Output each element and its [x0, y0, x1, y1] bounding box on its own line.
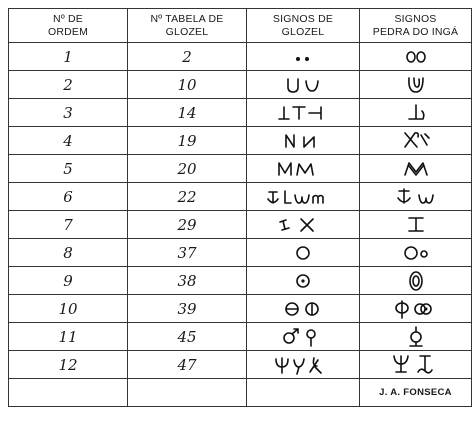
zigzag-m-sign: [396, 158, 436, 180]
concentric-oval-sign: [396, 269, 436, 293]
crossed-figure-sign: [391, 129, 441, 153]
table-row: [9, 295, 472, 323]
inga-sign-cell: [360, 99, 472, 127]
ring-on-stand-sign: [396, 325, 436, 349]
ordem-cell: 5: [9, 155, 128, 183]
tabela-cell: 45: [128, 323, 247, 351]
inga-sign-cell: [360, 295, 472, 323]
tee-signs: [273, 103, 333, 123]
tabela-cell: 20: [128, 155, 247, 183]
footer-row: [9, 379, 472, 407]
glozel-sign-cell: [247, 155, 360, 183]
tabela-cell: 22: [128, 183, 247, 211]
inga-sign-cell: [360, 267, 472, 295]
ordem-cell: 1: [9, 43, 128, 71]
glozel-sign-cell: [247, 295, 360, 323]
i-beam-sign: [396, 214, 436, 236]
header-signos-inga: SIGNOS PEDRA DO INGÁ: [360, 9, 472, 43]
empty-cell: [128, 379, 247, 407]
table-row: [9, 71, 472, 99]
tabela-cell: 2: [128, 43, 247, 71]
m-signs: [273, 159, 333, 179]
ordem-cell: 4: [9, 127, 128, 155]
table-row: [9, 183, 472, 211]
theta-phi-signs: [278, 299, 328, 319]
phi-double-circle-sign: [388, 298, 444, 320]
inga-sign-cell: [360, 183, 472, 211]
glozel-sign-cell: [247, 351, 360, 379]
table-row: [9, 43, 472, 71]
tabela-cell: 14: [128, 99, 247, 127]
inga-sign-cell: [360, 323, 472, 351]
ordem-cell: 11: [9, 323, 128, 351]
tabela-cell: 39: [128, 295, 247, 323]
circled-dot-sign: [283, 271, 323, 291]
two-dots-sign: [283, 47, 323, 67]
empty-cell: [9, 379, 128, 407]
header-row: [9, 9, 472, 43]
glozel-sign-cell: [247, 183, 360, 211]
anchor-w-signs: [263, 187, 343, 207]
glozel-sign-cell: [247, 43, 360, 71]
comparison-table: [8, 8, 472, 407]
tabela-cell: 29: [128, 211, 247, 239]
psi-figure-inga-sign: [386, 352, 446, 378]
tabela-cell: 37: [128, 239, 247, 267]
table-row: [9, 211, 472, 239]
psi-signs: [268, 354, 338, 376]
header-ordem: Nº DE ORDEM: [9, 9, 128, 43]
glozel-sign-cell: [247, 99, 360, 127]
table-row: [9, 127, 472, 155]
table-row: [9, 155, 472, 183]
tabela-cell: 47: [128, 351, 247, 379]
ordem-cell: 6: [9, 183, 128, 211]
foot-sign: [396, 102, 436, 124]
tabela-cell: 10: [128, 71, 247, 99]
inga-sign-cell: [360, 71, 472, 99]
i-bracket-signs: [273, 215, 333, 235]
table-row: [9, 267, 472, 295]
tabela-cell: 38: [128, 267, 247, 295]
inga-sign-cell: [360, 211, 472, 239]
header-signos-glozel: SIGNOS DE GLOZEL: [247, 9, 360, 43]
table-row: [9, 99, 472, 127]
table-row: [9, 351, 472, 379]
double-u-sign: [278, 75, 328, 95]
comparison-sheet: [4, 4, 471, 417]
double-ring-sign: [396, 47, 436, 67]
inga-sign-cell: [360, 351, 472, 379]
u-hook-sign: [396, 74, 436, 96]
circle-dot-inga-sign: [391, 242, 441, 264]
glozel-sign-cell: [247, 323, 360, 351]
n-signs: [278, 131, 328, 151]
table-row: [9, 323, 472, 351]
inga-sign-cell: [360, 239, 472, 267]
circle-sign: [283, 243, 323, 263]
inga-sign-cell: [360, 43, 472, 71]
ordem-cell: 9: [9, 267, 128, 295]
glozel-sign-cell: [247, 267, 360, 295]
author-credit: J. A. FONSECA: [360, 379, 472, 407]
inga-sign-cell: [360, 127, 472, 155]
glozel-sign-cell: [247, 71, 360, 99]
empty-cell: [247, 379, 360, 407]
table-row: [9, 239, 472, 267]
anchor-w-inga-sign: [391, 186, 441, 208]
ordem-cell: 8: [9, 239, 128, 267]
tabela-cell: 19: [128, 127, 247, 155]
male-lollipop-signs: [275, 326, 331, 348]
ordem-cell: 10: [9, 295, 128, 323]
glozel-sign-cell: [247, 127, 360, 155]
inga-sign-cell: [360, 155, 472, 183]
ordem-cell: 7: [9, 211, 128, 239]
ordem-cell: 3: [9, 99, 128, 127]
glozel-sign-cell: [247, 211, 360, 239]
ordem-cell: 12: [9, 351, 128, 379]
ordem-cell: 2: [9, 71, 128, 99]
glozel-sign-cell: [247, 239, 360, 267]
header-tabela-glozel: Nº TABELA DE GLOZEL: [128, 9, 247, 43]
